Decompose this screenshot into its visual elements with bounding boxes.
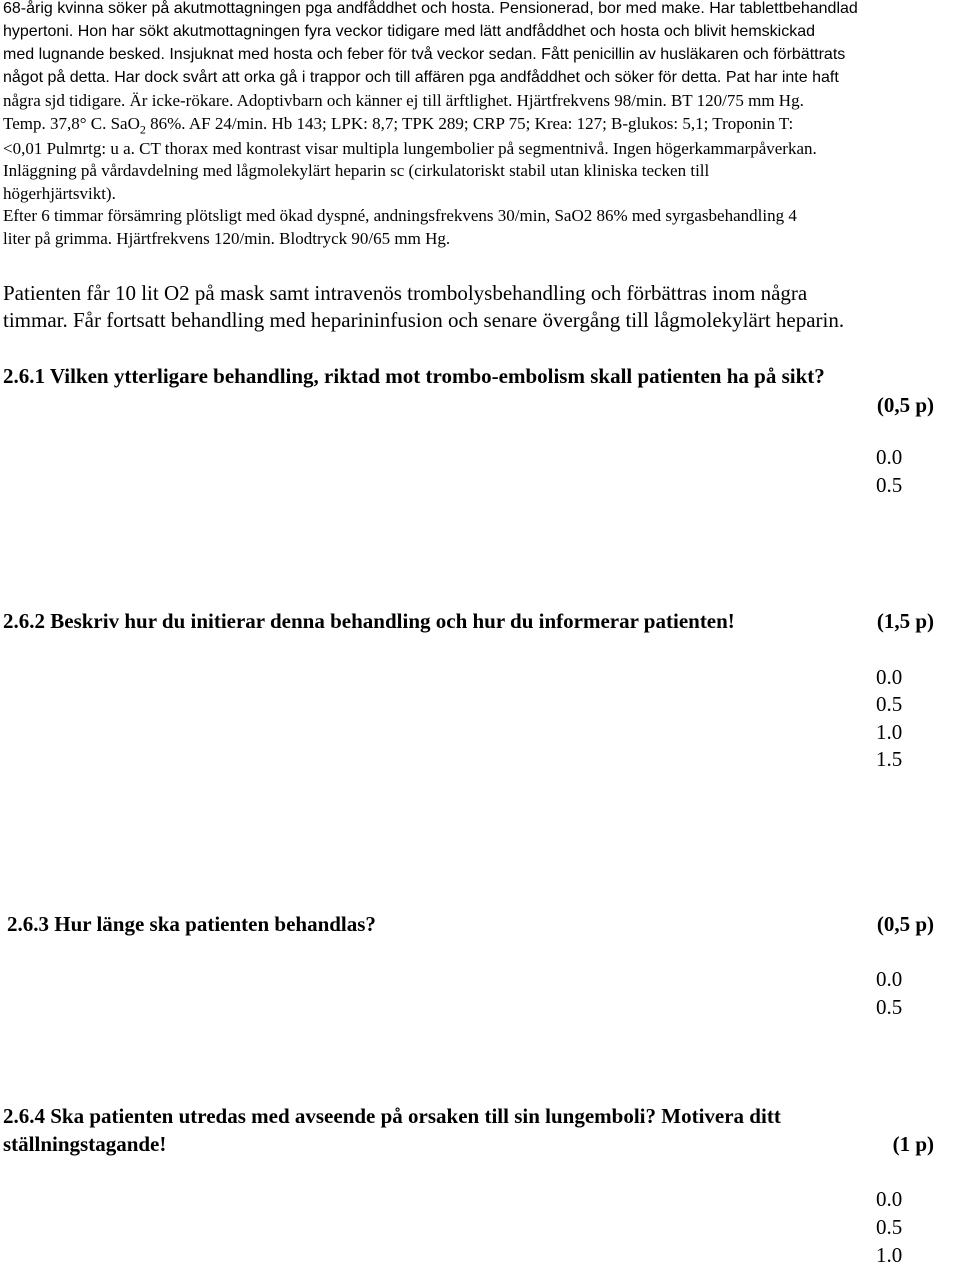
- score-option: 0.5: [876, 995, 903, 1019]
- question-points: (1,5 p): [876, 609, 934, 633]
- question-2-6-1: 2.6.1 Vilken ytterligare behandling, riktad mot trombo-embolism skall patienten ha på sikt?: [3, 364, 825, 388]
- case-text-line: hypertoni. Hon har sökt akutmottagningen fyra veckor tidigare med lätt andfåddhet och hosta och blivit hemskickad: [3, 23, 816, 40]
- question-points: (0,5 p): [876, 393, 934, 417]
- question-2-6-3: 2.6.3 Hur länge ska patienten behandlas?: [7, 912, 376, 936]
- score-option: 0.5: [876, 473, 903, 497]
- vitals-text: Temp. 37,8° C. SaO: [3, 114, 140, 133]
- case-text-line: liter på grimma. Hjärtfrekvens 120/min. Blodtryck 90/65 mm Hg.: [3, 229, 451, 248]
- question-2-6-4: 2.6.4 Ska patienten utredas med avseende på orsaken till sin lungemboli? Motivera ditt: [3, 1104, 781, 1128]
- score-option: 0.0: [876, 1187, 903, 1211]
- question-2-6-4-cont: ställningstagande!: [3, 1132, 167, 1156]
- case-text-line: <0,01 Pulmrtg: u a. CT thorax med kontrast visar multipla lungembolier på segmentnivå. Ingen högerkammarpåverkan.: [3, 139, 817, 158]
- case-text-line: några sjd tidigare. Är icke-rökare. Adoptivbarn och känner ej till ärftlighet. Hjärtfrekvens 98/min. BT 120/75 mm Hg.: [3, 91, 804, 110]
- vitals-text: 86%. AF 24/min. Hb 143; LPK: 8,7; TPK 289; CRP 75; Krea: 127; B-glukos: 5,1; Troponin T:: [145, 114, 794, 133]
- treatment-text-line: timmar. Får fortsatt behandling med heparininfusion och senare övergång till lågmolekylärt heparin.: [3, 308, 845, 332]
- score-option: 0.0: [876, 445, 903, 469]
- case-text-line: något på detta. Har dock svårt att orka gå i trappor och till affären pga andfåddhet och söker för detta. Pat har inte haft: [3, 69, 839, 86]
- score-option: 1.0: [876, 1243, 903, 1267]
- case-text-line: 68-årig kvinna söker på akutmottagningen pga andfåddhet och hosta. Pensionerad, bor med make. Har tablettbehandlad: [3, 0, 858, 17]
- case-text-line: Efter 6 timmar försämring plötsligt med ökad dyspné, andningsfrekvens 30/min, SaO2 86% med syrgasbehandling 4: [3, 206, 797, 225]
- question-2-6-2: 2.6.2 Beskriv hur du initierar denna behandling och hur du informerar patienten!: [3, 609, 735, 633]
- vitals-subscript: 2: [139, 122, 146, 137]
- score-option: 0.0: [876, 967, 903, 991]
- score-option: 0.0: [876, 665, 903, 689]
- score-option: 1.5: [876, 747, 903, 771]
- treatment-text-line: Patienten får 10 lit O2 på mask samt intravenös trombolysbehandling och förbättras inom några: [3, 281, 808, 305]
- score-option: 0.5: [876, 692, 903, 716]
- case-text-line: med lugnande besked. Insjuknat med hosta och feber för två veckor sedan. Fått penicillin av husläkaren och förbättrats: [3, 46, 846, 63]
- case-vitals-line: [3, 114, 793, 137]
- case-text-line: högerhjärtsvikt).: [3, 184, 116, 203]
- score-option: 1.0: [876, 720, 903, 744]
- question-points: (0,5 p): [876, 912, 934, 936]
- question-points: (1 p): [892, 1132, 934, 1156]
- score-option: 0.5: [876, 1215, 903, 1239]
- case-text-line: Inläggning på vårdavdelning med lågmolekylärt heparin sc (cirkulatoriskt stabil utan kliniska tecken till: [3, 161, 710, 180]
